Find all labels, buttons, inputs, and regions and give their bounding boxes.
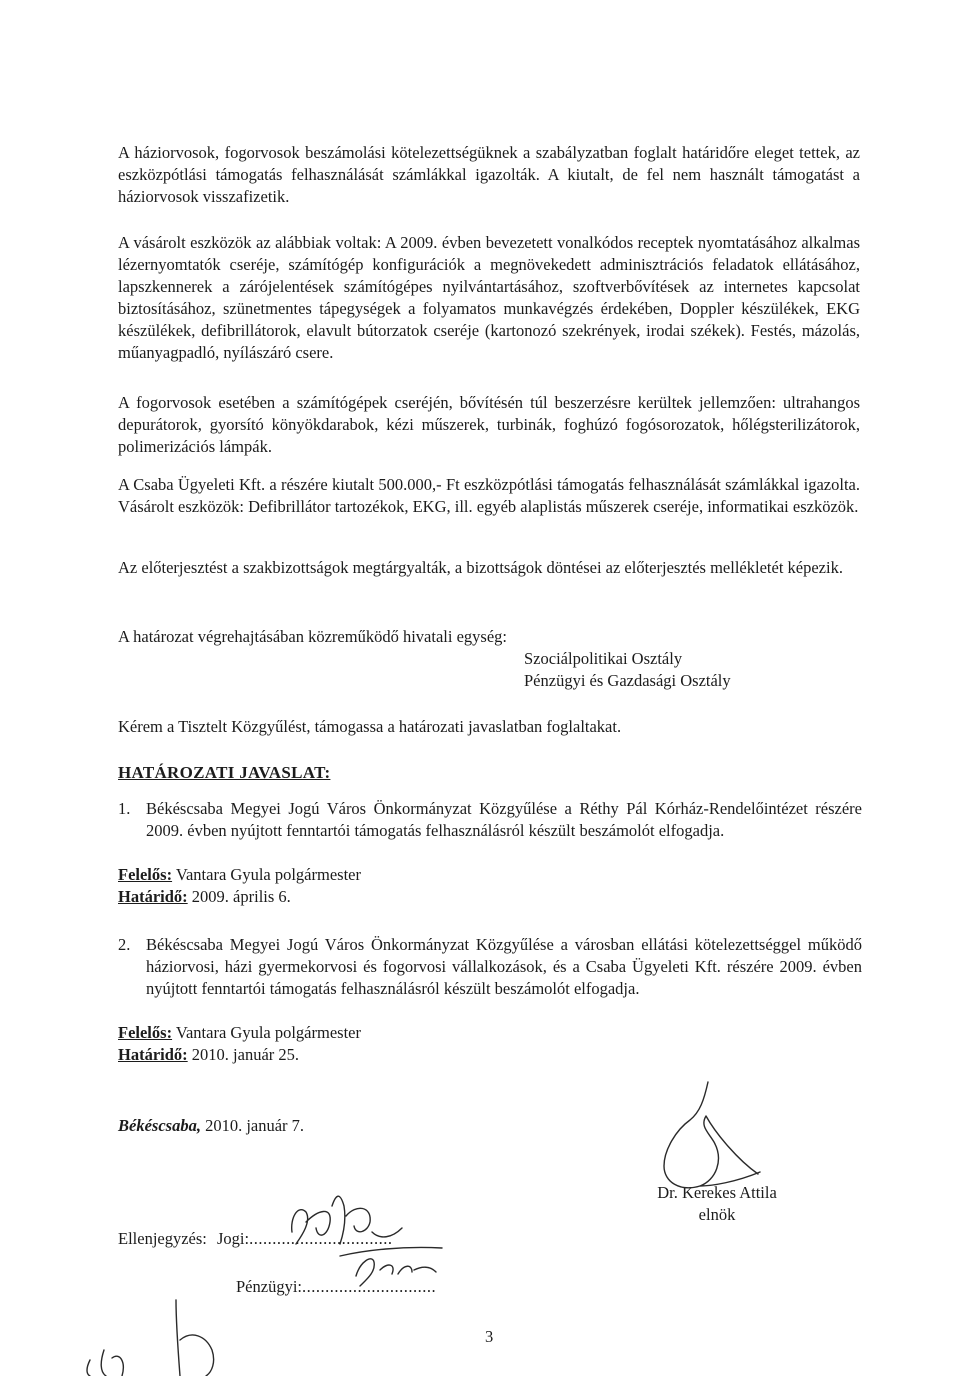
intro-paragraph: A háziorvosok, fogorvosok beszámolási kötelezettségüknek a szabályzatban foglalt határidőre eleget tettek, az eszközpótlási támogatás felhasználását számlákkal igazolták. A kiutalt, de fel nem használt támogatást a háziorvosok visszafizetik. bbox=[118, 143, 860, 206]
resolution-heading: HATÁROZATI JAVASLAT: bbox=[118, 763, 331, 782]
office-unit-2: Pénzügyi és Gazdasági Osztály bbox=[524, 671, 731, 690]
chairman-signature bbox=[664, 1082, 760, 1188]
office-label: A határozat végrehajtásában közreműködő hivatali egység: bbox=[118, 627, 507, 646]
deadline-line-1: Határidő: 2009. április 6. bbox=[118, 887, 291, 906]
committee-paragraph: Az előterjesztést a szakbizottságok megtárgyalták, a bizottságok döntései az előterjesztés mellékletét képezik. bbox=[118, 558, 843, 577]
countersign-finance-line: Pénzügyi:............................. bbox=[236, 1277, 437, 1296]
countersign-legal-line: Ellenjegyzés: Jogi:............................... bbox=[118, 1229, 393, 1248]
csaba-paragraph: A Csaba Ügyeleti Kft. a részére kiutalt 500.000,- Ft eszközpótlási támogatás felhasználását számlákkal igazolta. Vásárolt eszközök: Defibrillátor tartozékok, EKG, ill. egyéb alaplistás műszerek cseréje, informatikai eszközök. bbox=[118, 475, 860, 516]
deadline-line-2: Határidő: 2010. január 25. bbox=[118, 1045, 300, 1064]
signer-title: elnök bbox=[698, 1205, 736, 1224]
signer-name: Dr. Kerekes Attila bbox=[657, 1183, 777, 1202]
margin-signature bbox=[87, 1300, 214, 1376]
resolution-item-1: 1. Békéscsaba Megyei Jogú Város Önkormányzat Közgyűlése a Réthy Pál Kórház-Rendelőintézet részére 2009. évben nyújtott fenntartói támogatás felhasználásról készült beszámolót elfogadja. bbox=[118, 799, 862, 840]
place-date: Békéscsaba, 2010. január 7. bbox=[118, 1116, 305, 1135]
responsible-line-1: Felelős: Vantara Gyula polgármester bbox=[118, 865, 361, 884]
signer-block bbox=[642, 1182, 792, 1226]
request-sentence: Kérem a Tisztelt Közgyűlést, támogassa a határozati javaslatban foglaltakat. bbox=[118, 717, 622, 736]
resolution-item-2: 2. Békéscsaba Megyei Jogú Város Önkormányzat Közgyűlése a városban ellátási kötelezettséggel működő háziorvosi, házi gyermekorvosi és fogorvosi vállalkozások, és a Csaba Ügyeleti Kft. részére 2009. évben nyújtott fenntartói támogatás felhasználásról készült beszámolót elfogadja. bbox=[118, 935, 862, 998]
responsible-line-2: Felelős: Vantara Gyula polgármester bbox=[118, 1023, 361, 1042]
office-unit-1: Szociálpolitikai Osztály bbox=[524, 649, 683, 668]
dentists-paragraph: A fogorvosok esetében a számítógépek cseréjén, bővítésén túl beszerzésre kerültek jellemzően: ultrahangos depurátorok, gyorsító könyökdarabok, kézi műszerek, turbinák, foghúzó fogósorozatok, hőlégsterilizátorok, polimerizációs lámpák. bbox=[118, 393, 860, 456]
page-number: 3 bbox=[485, 1327, 494, 1346]
purchases-paragraph: A vásárolt eszközök az alábbiak voltak: A 2009. évben bevezetett vonalkódos receptek nyomtatásához alkalmas lézernyomtatók cseréje, számítógép konfigurációk a megnövekedett adminisztrációs feladatok ellátásához, lapszkennerek a zárójelentések számítógépes nyilvántartásához, szoftverbővítések az internetes kapcsolat biztosításához, szünetmentes tápegységek a folyamatos munkavégzés érdekében, Doppler készülékek, EKG készülékek, defibrillátorok, elavult bútorzatok cseréje (kartonozó szekrények, irodai székek). Festés, mázolás, műanyagpadló, nyílászáró csere. bbox=[118, 233, 860, 362]
